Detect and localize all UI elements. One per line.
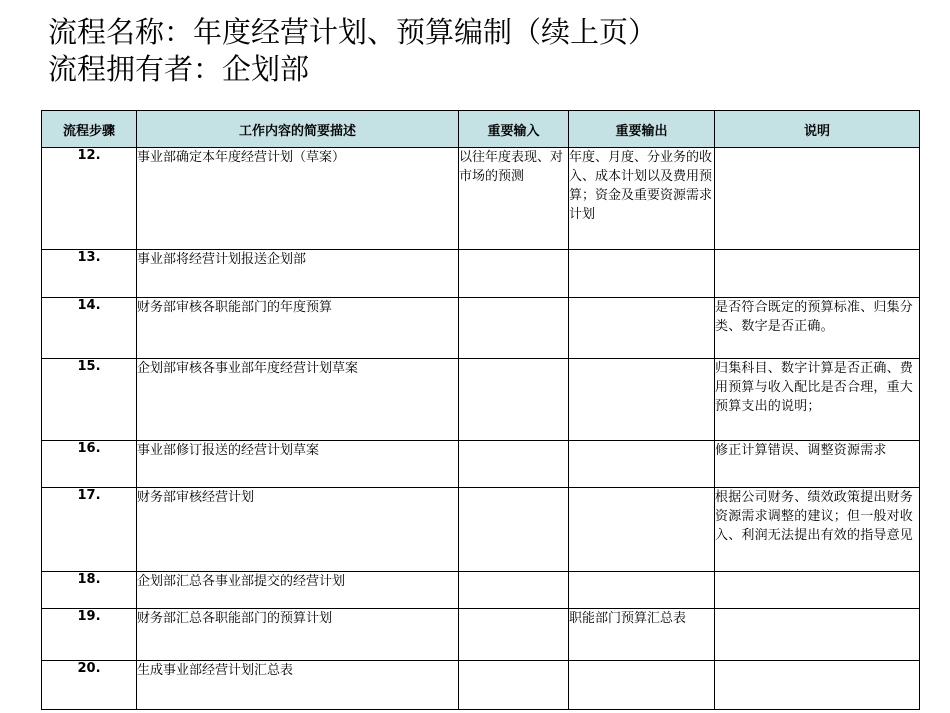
table-row bbox=[42, 609, 920, 661]
step-note bbox=[715, 572, 920, 609]
step-input bbox=[459, 609, 569, 661]
step-output bbox=[569, 488, 715, 572]
step-description: 财务部审核经营计划 bbox=[137, 488, 459, 572]
step-output bbox=[569, 359, 715, 441]
header-output: 重要输出 bbox=[569, 111, 715, 148]
process-owner-title: 流程拥有者：企划部 bbox=[48, 52, 310, 86]
step-note: 是否符合既定的预算标准、归集分类、数字是否正确。 bbox=[715, 298, 920, 359]
step-description: 企划部汇总各事业部提交的经营计划 bbox=[137, 572, 459, 609]
header-note: 说明 bbox=[715, 111, 920, 148]
step-number: 19. bbox=[42, 609, 137, 661]
step-number: 15. bbox=[42, 359, 137, 441]
table-row bbox=[42, 441, 920, 488]
step-number: 14. bbox=[42, 298, 137, 359]
step-output bbox=[569, 250, 715, 298]
table-row bbox=[42, 488, 920, 572]
step-input bbox=[459, 250, 569, 298]
step-output: 年度、月度、分业务的收入、成本计划以及费用预算；资金及重要资源需求计划 bbox=[569, 148, 715, 250]
step-input bbox=[459, 572, 569, 609]
header-input: 重要输入 bbox=[459, 111, 569, 148]
header-step: 流程步骤 bbox=[42, 111, 137, 148]
step-input bbox=[459, 488, 569, 572]
process-table bbox=[41, 110, 920, 710]
step-number: 17. bbox=[42, 488, 137, 572]
step-output bbox=[569, 298, 715, 359]
table-row bbox=[42, 572, 920, 609]
step-input bbox=[459, 298, 569, 359]
table-row bbox=[42, 661, 920, 710]
step-input bbox=[459, 661, 569, 710]
step-note bbox=[715, 148, 920, 250]
table-header-row bbox=[42, 111, 920, 148]
step-note bbox=[715, 661, 920, 710]
process-name-title: 流程名称：年度经营计划、预算编制（续上页） bbox=[48, 15, 658, 49]
step-input bbox=[459, 359, 569, 441]
step-note: 归集科目、数字计算是否正确、费用预算与收入配比是否合理，重大预算支出的说明； bbox=[715, 359, 920, 441]
page-title bbox=[48, 14, 657, 88]
table-row bbox=[42, 148, 920, 250]
step-description: 事业部确定本年度经营计划（草案） bbox=[137, 148, 459, 250]
step-description: 企划部审核各事业部年度经营计划草案 bbox=[137, 359, 459, 441]
step-number: 13. bbox=[42, 250, 137, 298]
step-note bbox=[715, 609, 920, 661]
step-number: 18. bbox=[42, 572, 137, 609]
step-output: 职能部门预算汇总表 bbox=[569, 609, 715, 661]
step-number: 16. bbox=[42, 441, 137, 488]
step-number: 20. bbox=[42, 661, 137, 710]
step-number: 12. bbox=[42, 148, 137, 250]
step-description: 财务部汇总各职能部门的预算计划 bbox=[137, 609, 459, 661]
step-output bbox=[569, 661, 715, 710]
step-description: 事业部将经营计划报送企划部 bbox=[137, 250, 459, 298]
step-description: 生成事业部经营计划汇总表 bbox=[137, 661, 459, 710]
step-output bbox=[569, 441, 715, 488]
step-output bbox=[569, 572, 715, 609]
step-input bbox=[459, 441, 569, 488]
step-note: 修正计算错误、调整资源需求 bbox=[715, 441, 920, 488]
table-row bbox=[42, 359, 920, 441]
table-row bbox=[42, 250, 920, 298]
step-input: 以往年度表现、对市场的预测 bbox=[459, 148, 569, 250]
header-description: 工作内容的简要描述 bbox=[137, 111, 459, 148]
step-note: 根据公司财务、绩效政策提出财务资源需求调整的建议；但一般对收入、利润无法提出有效的指导意见 bbox=[715, 488, 920, 572]
step-description: 财务部审核各职能部门的年度预算 bbox=[137, 298, 459, 359]
step-description: 事业部修订报送的经营计划草案 bbox=[137, 441, 459, 488]
table-row bbox=[42, 298, 920, 359]
step-note bbox=[715, 250, 920, 298]
